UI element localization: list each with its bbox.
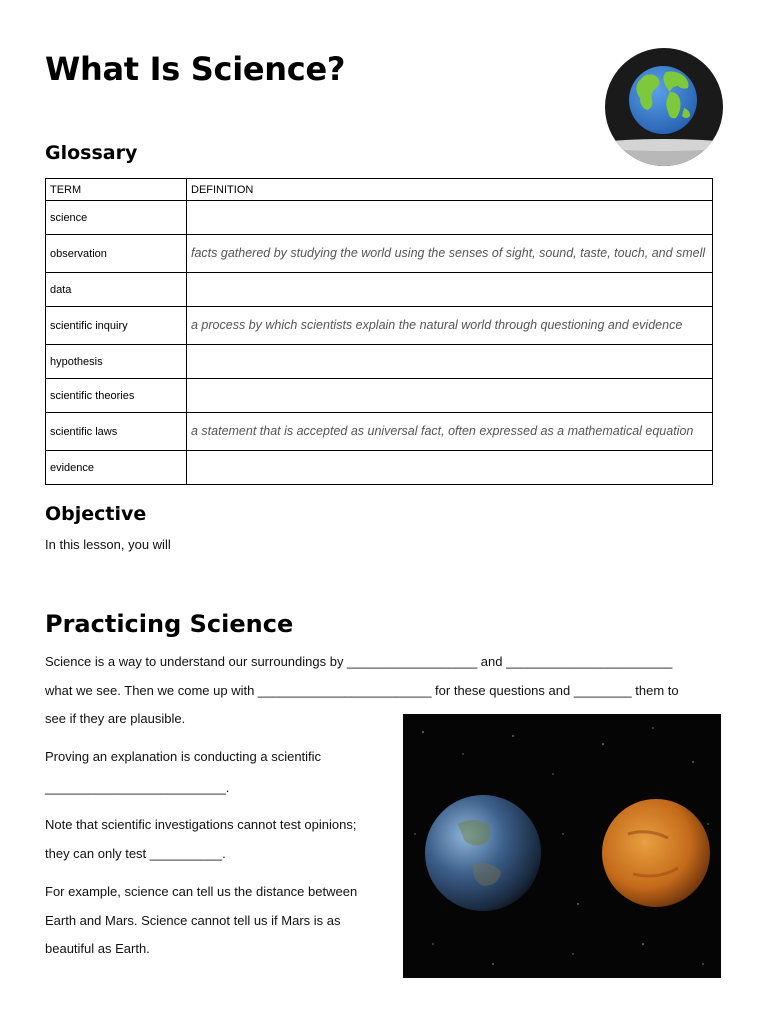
table-header-row: [46, 179, 713, 201]
definition-cell[interactable]: [187, 345, 713, 379]
definition-cell[interactable]: [187, 273, 713, 307]
practice-line-1: Science is a way to understand our surroundings by __________________ and _______________________: [45, 654, 673, 669]
practice-paragraph-4b: Earth and Mars. Science cannot tell us if Mars is as: [45, 913, 341, 928]
glossary-table: [45, 178, 713, 485]
earth-and-mars-image: [403, 714, 721, 978]
term-header: TERM: [46, 179, 187, 201]
definition-cell[interactable]: a statement that is accepted as universal fact, often expressed as a mathematical equation: [187, 413, 713, 451]
objective-heading: Objective: [45, 503, 147, 525]
practicing-science-heading: Practicing Science: [45, 610, 294, 638]
earth-globe-icon: [604, 46, 724, 168]
practice-paragraph-2a: Proving an explanation is conducting a scientific: [45, 749, 322, 764]
practice-paragraph-4a: For example, science can tell us the distance between: [45, 884, 358, 899]
table-row: [46, 273, 713, 307]
practice-paragraph-4c: beautiful as Earth.: [45, 941, 150, 956]
table-row: [46, 307, 713, 345]
table-row: [46, 379, 713, 413]
term-cell: evidence: [46, 451, 187, 485]
definition-cell[interactable]: a process by which scientists explain the natural world through questioning and evidence: [187, 307, 713, 345]
practice-line-2: what we see. Then we come up with ________________________ for these questions and ________ them to: [45, 683, 679, 698]
definition-cell[interactable]: facts gathered by studying the world using the senses of sight, sound, taste, touch, and smell: [187, 235, 713, 273]
table-row: [46, 201, 713, 235]
definition-cell[interactable]: [187, 451, 713, 485]
practice-paragraph-3b: they can only test __________.: [45, 846, 226, 861]
term-cell: scientific inquiry: [46, 307, 187, 345]
practice-paragraph-3a: Note that scientific investigations cannot test opinions;: [45, 817, 357, 832]
term-cell: scientific theories: [46, 379, 187, 413]
term-cell: data: [46, 273, 187, 307]
table-row: [46, 235, 713, 273]
page-title: What Is Science?: [45, 50, 346, 88]
term-cell: hypothesis: [46, 345, 187, 379]
practice-paragraph-2b: _________________________.: [45, 780, 230, 795]
table-row: [46, 345, 713, 379]
objective-text: In this lesson, you will: [45, 537, 171, 552]
term-cell: observation: [46, 235, 187, 273]
practice-line-3: see if they are plausible.: [45, 711, 186, 726]
glossary-heading: Glossary: [45, 142, 138, 164]
term-cell: science: [46, 201, 187, 235]
definition-cell[interactable]: [187, 201, 713, 235]
definition-cell[interactable]: [187, 379, 713, 413]
table-row: [46, 413, 713, 451]
table-row: [46, 451, 713, 485]
definition-header: DEFINITION: [187, 179, 713, 201]
term-cell: scientific laws: [46, 413, 187, 451]
